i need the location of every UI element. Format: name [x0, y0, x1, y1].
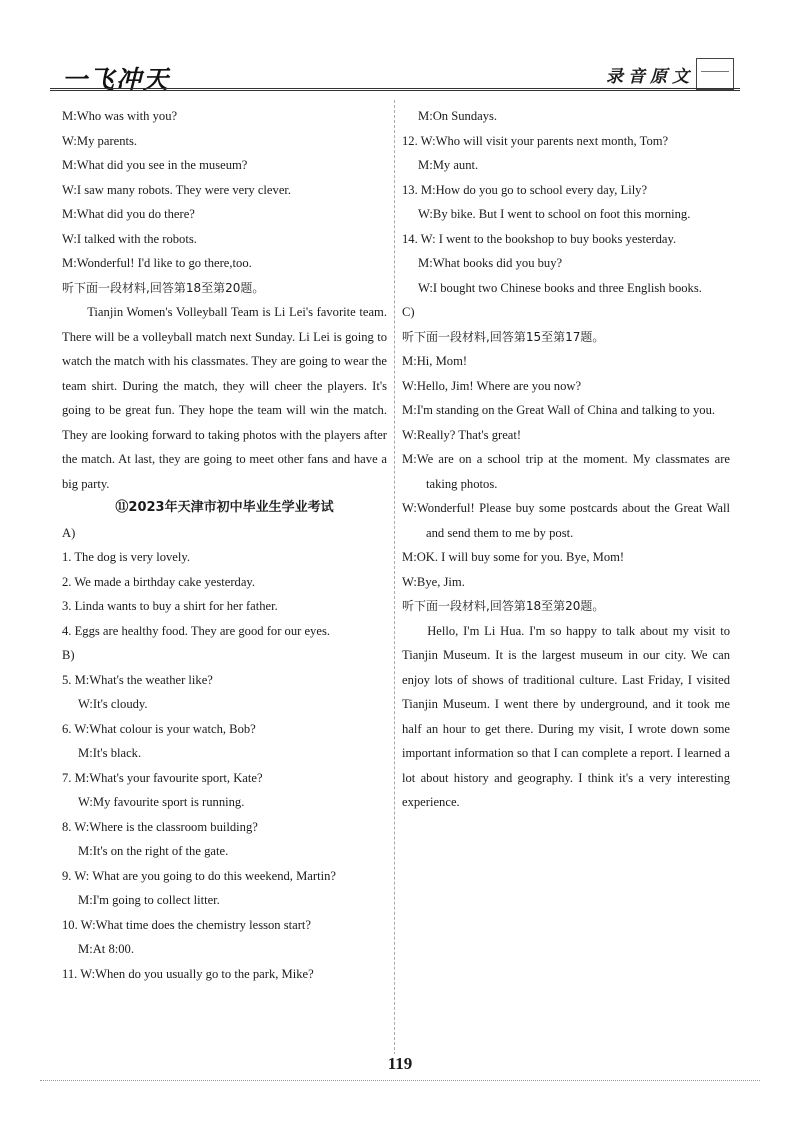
- text-line: W:Bye, Jim.: [402, 574, 465, 589]
- text-line: M:What books did you buy?: [418, 256, 563, 270]
- text-line: M:It's on the right of the gate.: [78, 844, 229, 858]
- left-column: [62, 104, 387, 986]
- text-line: M:On Sundays.: [418, 109, 498, 123]
- text-line: 12. W:Who will visit your parents next month, Tom?: [402, 133, 669, 148]
- text-line: 3. Linda wants to buy a shirt for her father.: [62, 599, 278, 613]
- text-line: 11. W:When do you usually go to the park, Mike?: [62, 966, 314, 981]
- text-line: M:Who was with you?: [62, 109, 178, 123]
- text-line: 13. M:How do you go to school every day, Lily?: [402, 182, 648, 197]
- text-line: 听下面一段材料,回答第15至第17题。: [402, 329, 605, 344]
- text-line: W:My parents.: [62, 133, 138, 148]
- text-line: 8. W:Where is the classroom building?: [62, 819, 258, 834]
- text-line: W:I talked with the robots.: [62, 231, 197, 246]
- text-line: W:My favourite sport is running.: [78, 795, 245, 809]
- text-line: 2. We made a birthday cake yesterday.: [62, 574, 256, 589]
- text-line: W:Wonderful! Please buy some postcards about the Great Wall and send them to me by post.: [402, 501, 730, 540]
- footer-rule: [40, 1080, 760, 1081]
- text-line: Hello, I'm Li Hua. I'm so happy to talk about my visit to Tianjin Museum. It is the largest museum in our city. We can enjoy lots of shows of traditional culture. Last Friday, I visited Tianjin Museum. I went there by underground, and it took me half an hour to get there. During my visit, I wrote down some important information so that I can complete a report. I learned a lot about history and geography. I think it's a very interesting experience.: [402, 623, 730, 809]
- text-line: W:It's cloudy.: [78, 697, 148, 711]
- section-label: 录音原文: [606, 67, 694, 87]
- text-line: M:We are on a school trip at the moment. My classmates are taking photos.: [402, 452, 730, 491]
- text-line: 6. W:What colour is your watch, Bob?: [62, 721, 256, 736]
- text-line: M:What did you see in the museum?: [62, 158, 248, 172]
- header-rule: [50, 88, 740, 91]
- page-number: 119: [376, 1054, 424, 1074]
- text-line: 10. W:What time does the chemistry lesson start?: [62, 917, 312, 932]
- right-column: [402, 104, 730, 815]
- text-line: M:At 8:00.: [78, 942, 134, 956]
- text-line: W:Hello, Jim! Where are you now?: [402, 378, 582, 393]
- text-line: M:My aunt.: [418, 158, 479, 172]
- text-line: A): [62, 525, 76, 540]
- page-header: [50, 52, 740, 92]
- text-line: 14. W: I went to the bookshop to buy books yesterday.: [402, 231, 677, 246]
- text-line: 听下面一段材料,回答第18至第20题。: [402, 599, 605, 613]
- text-line: W:I saw many robots. They were very clever.: [62, 182, 292, 197]
- text-line: M:OK. I will buy some for you. Bye, Mom!: [402, 550, 625, 564]
- text-line: ⑪2023年天津市初中毕业生学业考试: [115, 500, 334, 515]
- brand-logo: 一飞冲天: [62, 65, 171, 94]
- text-line: M:What did you do there?: [62, 207, 195, 221]
- text-line: M:Wonderful! I'd like to go there,too.: [62, 256, 252, 270]
- text-line: 4. Eggs are healthy food. They are good for our eyes.: [62, 623, 330, 638]
- text-line: 5. M:What's the weather like?: [62, 672, 213, 687]
- text-line: M:It's black.: [78, 746, 142, 760]
- text-line: C): [402, 305, 415, 319]
- text-line: M:I'm standing on the Great Wall of China and talking to you.: [402, 403, 716, 417]
- text-line: B): [62, 648, 75, 662]
- text-line: 7. M:What's your favourite sport, Kate?: [62, 770, 263, 785]
- text-line: 听下面一段材料,回答第18至第20题。: [62, 280, 265, 295]
- text-line: M:Hi, Mom!: [402, 354, 468, 368]
- text-line: 9. W: What are you going to do this weekend, Martin?: [62, 868, 336, 883]
- text-line: 1. The dog is very lovely.: [62, 550, 191, 564]
- text-line: M:I'm going to collect litter.: [78, 893, 220, 907]
- column-divider: [394, 100, 395, 1060]
- corner-mark-icon: [696, 58, 734, 90]
- text-line: W:I bought two Chinese books and three English books.: [418, 280, 702, 295]
- text-line: W:By bike. But I went to school on foot this morning.: [418, 207, 691, 221]
- text-line: W:Really? That's great!: [402, 427, 522, 442]
- text-line: Tianjin Women's Volleyball Team is Li Lei's favorite team. There will be a volleyball match next Sunday. Li Lei is going to watch the match with his classmates. They are going to wear the team shirt. During the match, they will cheer the players. It's going to be great fun. They hope the team will win the match. They are looking forward to taking photos with the players after the match. At last, they are going to meet other fans and have a big party.: [62, 305, 387, 491]
